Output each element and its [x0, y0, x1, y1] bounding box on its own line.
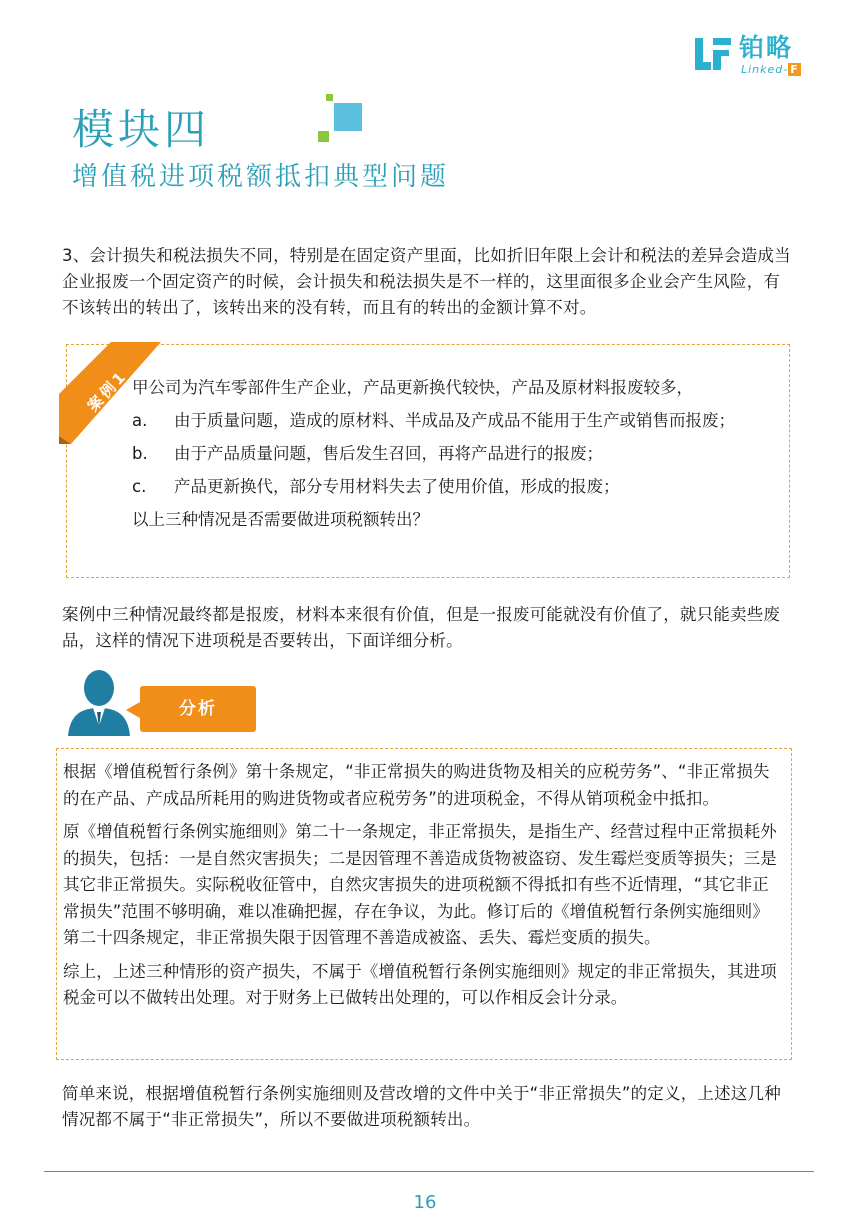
- logo-badge: F: [790, 63, 799, 76]
- case-ribbon-label: 案例1: [83, 366, 131, 416]
- intro-paragraph: 3、会计损失和税法损失不同，特别是在固定资产里面，比如折旧年限上会计和税法的差异会造成当企业报废一个固定资产的时候，会计损失和税法损失是不一样的，这里面很多企业会产生风险，有不该转出的转出了，该转出来的没有转，而且有的转出的金额计算不对。: [62, 246, 791, 317]
- logo-english-name: Linked- F: [741, 63, 799, 76]
- analysis-paragraph-3: 综上，上述三种情形的资产损失，不属于《增值税暂行条例实施细则》规定的非正常损失，其进项税金可以不做转出处理。对于财务上已做转出处理的，可以作相反会计分录。: [63, 961, 777, 1007]
- logo-chinese-name: 铂略: [739, 33, 794, 62]
- analysis-paragraph-2: 原《增值税暂行条例实施细则》第二十一条规定，非正常损失，是指生产、经营过程中正常损耗外的损失，包括：一是自然灾害损失；二是因管理不善造成货物被盗窃、发生霉烂变质等损失；三是其它非正常损失。实际税收征管中，自然灾害损失的进项税额不得抵扣有些不近情理，“其它非正常损失”范围不够明确，难以准确把握，存在争议，为此。修订后的《增值税暂行条例实施细则》第二十四条规定，非正常损失限于因管理不善造成被盗、丢失、霉烂变质的损失。: [63, 822, 777, 947]
- footer-divider: [44, 1171, 814, 1172]
- case-content: [132, 375, 782, 540]
- case-lead: 甲公司为汽车零部件生产企业，产品更新换代较快，产品及原材料报废较多，: [132, 378, 693, 397]
- case-question: 以上三种情况是否需要做进项税额转出？: [132, 510, 429, 529]
- analysis-paragraph-1: 根据《增值税暂行条例》第十条规定，“非正常损失的购进货物及相关的应税劳务”、“非正常损失的在产品、产成品所耗用的购进货物或者应税劳务”的进项税金，不得从销项税金中抵扣。: [63, 762, 770, 808]
- module-title: 模块四: [72, 105, 211, 154]
- deco-square-small: [326, 94, 333, 101]
- analysis-label: 分析: [179, 699, 217, 719]
- bubble-tail: [126, 702, 140, 718]
- conclusion-paragraph: 简单来说，根据增值税暂行条例实施细则及营改增的文件中关于“非正常损失”的定义，上述这几种情况都不属于“非正常损失”，所以不要做进项税额转出。: [62, 1084, 781, 1129]
- case-item-c: c. 产品更新换代，部分专用材料失去了使用价值，形成的报废；: [132, 477, 620, 496]
- case-summary: 案例中三种情况最终都是报废，材料本来很有价值，但是一报废可能就没有价值了，就只能卖些废品，这样的情况下进项税是否要转出，下面详细分析。: [62, 605, 781, 650]
- analysis-content: [63, 759, 785, 1019]
- logo-mark-icon: [693, 34, 733, 74]
- page-number: 16: [413, 1192, 437, 1213]
- case-item-a: a. 由于质量问题，造成的原材料、半成品及产成品不能用于生产或销售而报废；: [132, 411, 735, 430]
- person-icon: [66, 666, 132, 736]
- company-logo: [693, 34, 813, 76]
- deco-square-green: [318, 131, 329, 142]
- module-subtitle: 增值税进项税额抵扣典型问题: [72, 162, 450, 192]
- deco-square-blue: [334, 103, 362, 131]
- case-item-b: b. 由于产品质量问题，售后发生召回，再将产品进行的报废；: [132, 444, 603, 463]
